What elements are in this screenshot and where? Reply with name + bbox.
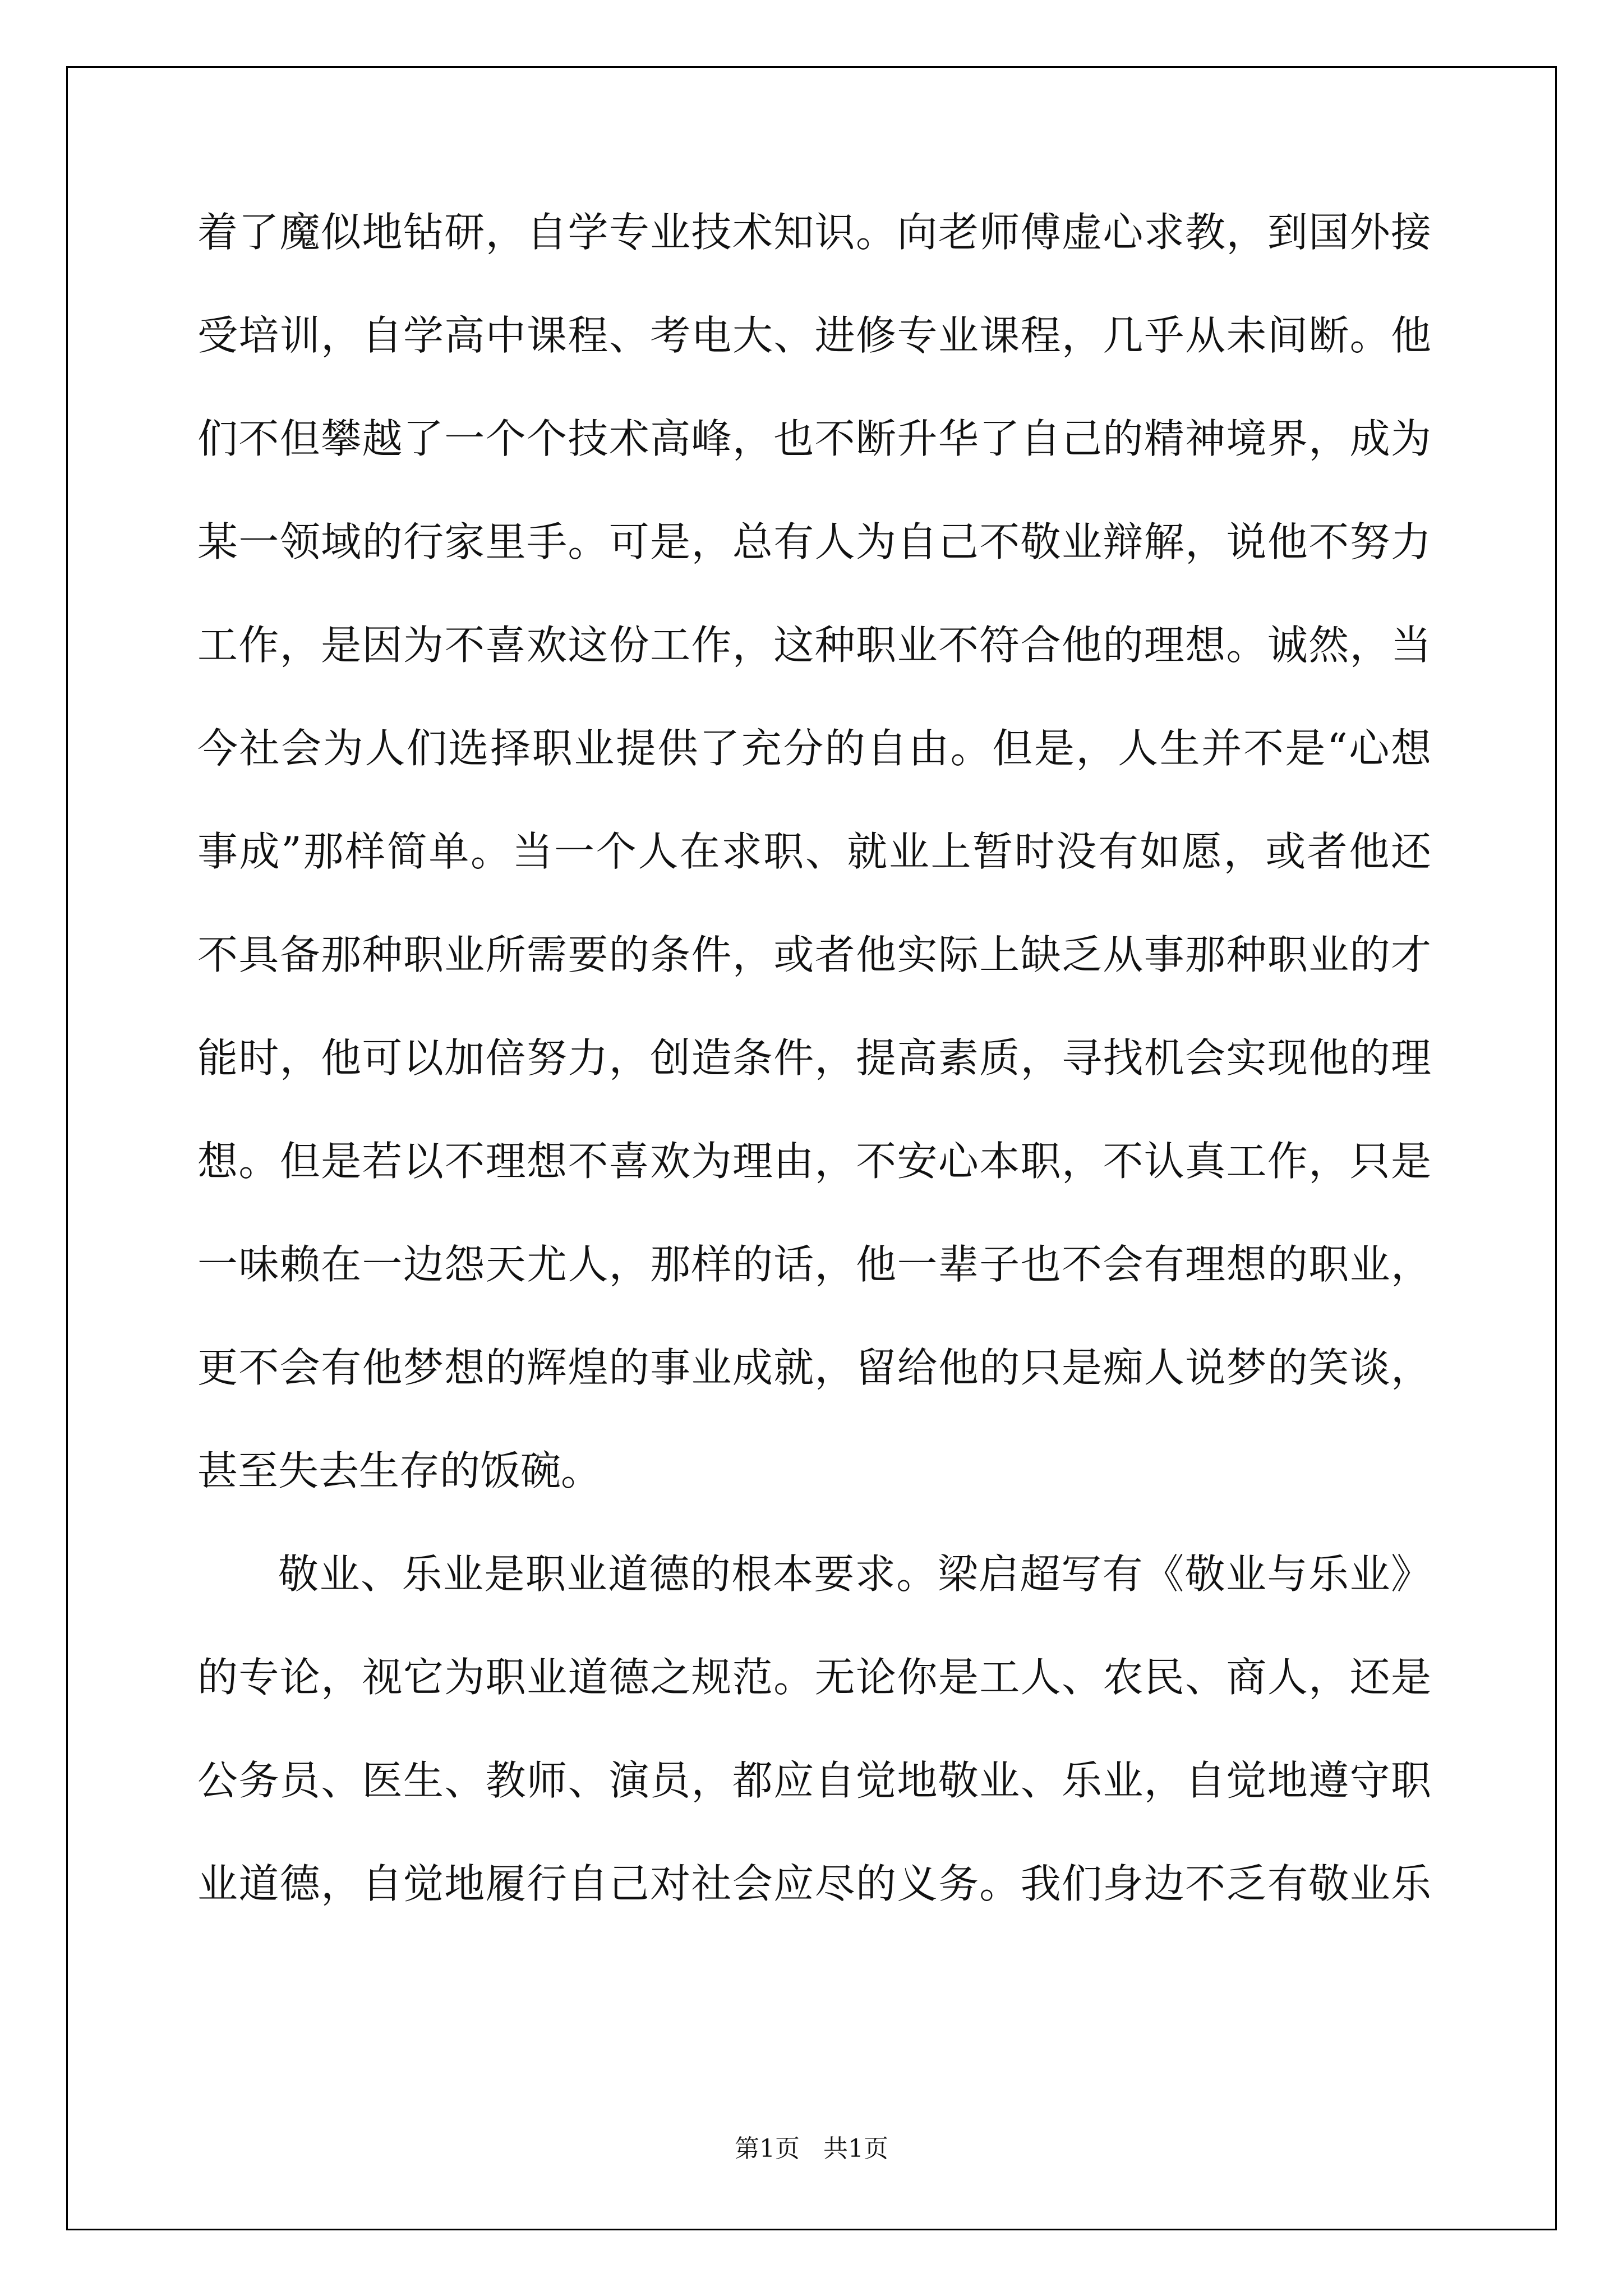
text-line: 受培训，自学高中课程、考电大、进修专业课程，几乎从未间断。他 <box>197 312 1431 359</box>
text-line: 更不会有他梦想的辉煌的事业成就，留给他的只是痴人说梦的笑谈， <box>197 1344 1431 1391</box>
text-line: 能时，他可以加倍努力，创造条件，提高素质，寻找机会实现他的理 <box>197 1034 1431 1082</box>
document-body <box>197 209 1431 1967</box>
text-line: 的专论，视它为职业道德之规范。无论你是工人、农民、商人，还是 <box>197 1654 1431 1701</box>
text-line: 们不但攀越了一个个技术高峰，也不断升华了自己的精神境界，成为 <box>197 415 1431 462</box>
text-line: 工作，是因为不喜欢这份工作，这种职业不符合他的理想。诚然，当 <box>197 622 1431 669</box>
paragraph-start-line: 敬业、乐业是职业道德的根本要求。梁启超写有《敬业与乐业》 <box>278 1550 1431 1598</box>
text-line: 业道德，自觉地履行自己对社会应尽的义务。我们身边不乏有敬业乐 <box>197 1860 1431 1907</box>
text-line: 公务员、医生、教师、演员，都应自觉地敬业、乐业，自觉地遵守职 <box>197 1757 1431 1804</box>
page-number-footer: 第1页 共1页 <box>735 2134 888 2163</box>
text-line: 想。但是若以不理想不喜欢为理由，不安心本职，不认真工作，只是 <box>197 1138 1431 1185</box>
text-line: 某一领域的行家里手。可是，总有人为自己不敬业辩解，说他不努力 <box>197 518 1431 565</box>
text-line: 一味赖在一边怨天尤人，那样的话，他一辈子也不会有理想的职业， <box>197 1241 1431 1288</box>
text-line: 今社会为人们选择职业提供了充分的自由。但是，人生并不是“心想 <box>197 725 1431 772</box>
text-line: 着了魔似地钻研，自学专业技术知识。向老师傅虚心求教，到国外接 <box>197 209 1431 256</box>
text-line: 不具备那种职业所需要的条件，或者他实际上缺乏从事那种职业的才 <box>197 931 1431 978</box>
paragraph-end-line: 甚至失去生存的饭碗。 <box>197 1447 602 1494</box>
text-line: 事成”那样简单。当一个人在求职、就业上暂时没有如愿，或者他还 <box>197 828 1431 875</box>
